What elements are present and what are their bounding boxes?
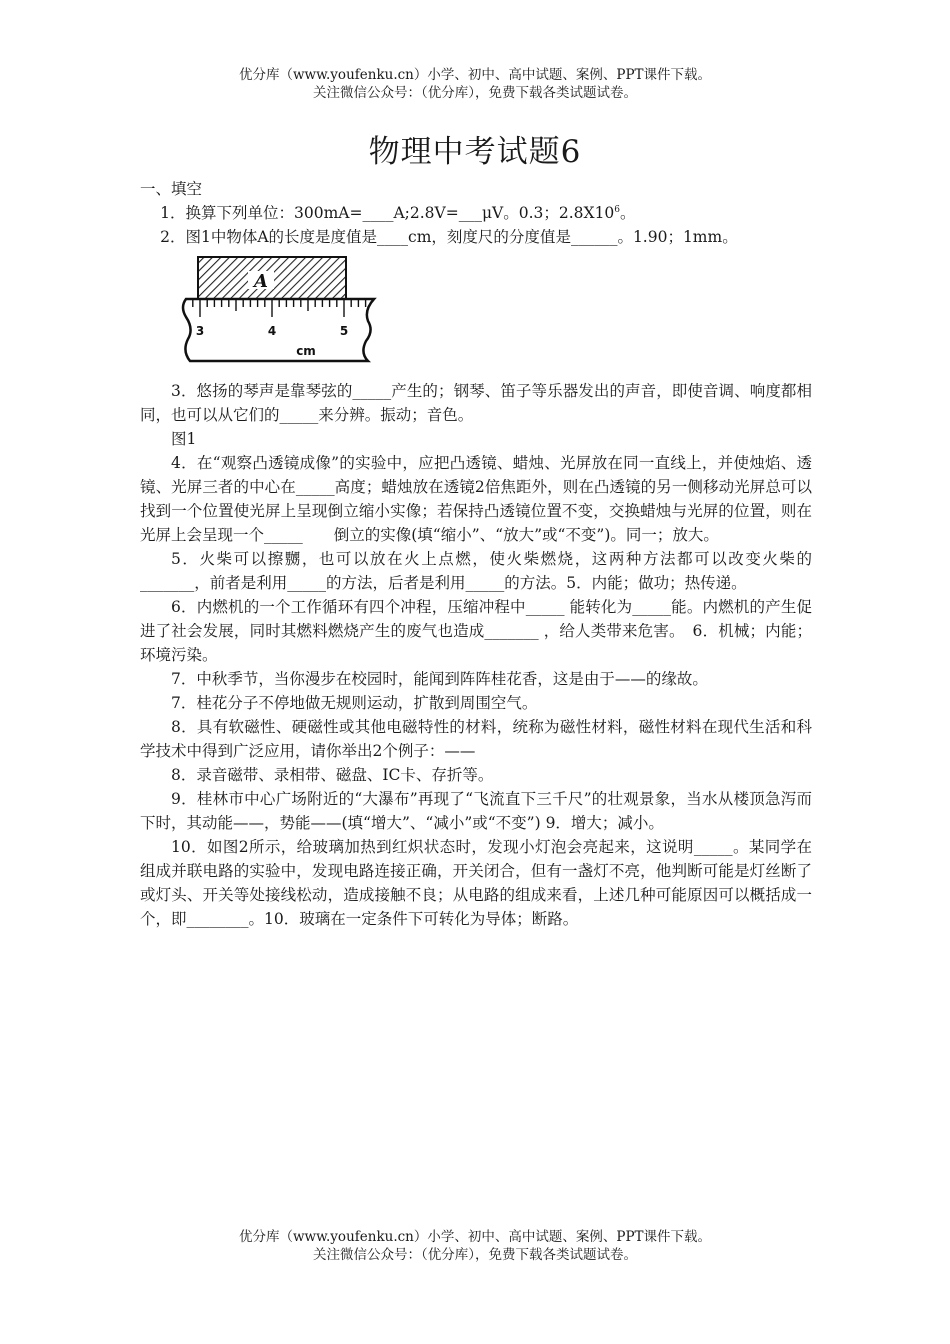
question-9: 9．桂林市中心广场附近的“大瀑布”再现了“飞流直下三千尺”的壮观景象，当水从楼顶急泻而下时，其动能——，势能——(填“增大”、“减小”或“不变”) 9．增大；减小。: [140, 790, 812, 832]
object-a-label: A: [254, 271, 268, 292]
page-header: [0, 66, 950, 102]
section-heading: 一、填空: [140, 180, 203, 198]
document-body: [140, 177, 812, 931]
ruler-unit-label: cm: [296, 344, 316, 358]
answer-8: 8．录音磁带、录相带、磁盘、IC卡、存折等。: [171, 766, 494, 784]
question-5: 5．火柴可以擦嬲，也可以放在火上点燃，使火柴燃烧，这两种方法都可以改变火柴的_______，前者是利用_____的方法，后者是利用_____的方法。5．内能；做功；热传递。: [140, 550, 812, 592]
question-3: 3．悠扬的琴声是靠琴弦的_____产生的；钢琴、笛子等乐器发出的声音，即使音调、响度都相同，也可以从它们的_____来分辨。振动；音色。: [140, 382, 812, 424]
question-1: [140, 201, 812, 225]
question-8: 8．具有软磁性、硬磁性或其他电磁特性的材料，统称为磁性材料，磁性材料在现代生活和科学技术中得到广泛应用，请你举出2个例子：——: [140, 718, 812, 760]
answer-7: 7．桂花分子不停地做无规则运动，扩散到周围空气。: [171, 694, 538, 712]
header-line-1: 优分库（www.youfenku.cn）小学、初中、高中试题、案例、PPT课件下载。: [238, 67, 712, 83]
question-6: 6．内燃机的一个工作循环有四个冲程，压缩冲程中_____ 能转化为_____能。内燃机的产生促进了社会发展，同时其燃料燃烧产生的废气也造成_______ ，给人类带来危害。 6．机械；内能；环境污染。: [140, 598, 812, 664]
header-line-2: 关注微信公众号：（优分库），免费下载各类试题试卷。: [313, 85, 637, 101]
q1-tail: 。: [620, 204, 636, 222]
figure-1: [140, 249, 812, 379]
question-4: 4．在“观察凸透镜成像”的实验中，应把凸透镜、蜡烛、光屏放在同一直线上，并使烛焰、透镜、光屏三者的中心在_____高度；蜡烛放在透镜2倍焦距外，则在凸透镜的另一侧移动光屏总可以找到一个位置使光屏上呈现倒立缩小实像；若保持凸透镜位置不变，交换蜡烛与光屏的位置，则在光屏上会呈现一个_____ 倒立的实像(填“缩小”、“放大”或“不变”)。同一；放大。: [140, 454, 812, 544]
tick-label-3: 3: [195, 324, 205, 338]
question-2: 2．图1中物体A的长度是度值是____cm，刻度尺的分度值是______。1.90；1mm。: [160, 228, 738, 246]
page-title: 物理中考试题6: [368, 134, 582, 170]
q1-exponent: 6: [614, 204, 621, 215]
ruler-figure: [180, 255, 380, 375]
page-footer: [0, 1228, 950, 1264]
tick-label-5: 5: [339, 324, 349, 338]
question-10: 10．如图2所示，给玻璃加热到红炽状态时，发现小灯泡会亮起来，这说明_____。某同学在组成并联电路的实验中，发现电路连接正确，开关闭合，但有一盏灯不亮，他判断可能是灯丝断了或灯头、开关等处接线松动，造成接触不良；从电路的组成来看，上述几种可能原因可以概括成一个，即________。10．玻璃在一定条件下可转化为导体；断路。: [140, 838, 812, 928]
figure-1-caption: 图1: [171, 430, 197, 448]
footer-line-2: 关注微信公众号：（优分库），免费下载各类试题试卷。: [313, 1247, 637, 1263]
footer-line-1: 优分库（www.youfenku.cn）小学、初中、高中试题、案例、PPT课件下载。: [238, 1229, 712, 1245]
question-7: 7．中秋季节，当你漫步在校园时，能闻到阵阵桂花香，这是由于——的缘故。: [171, 670, 708, 688]
q1-text: 1．换算下列单位：300mA=____A;2.8V=___μV。0.3；2.8X10: [160, 204, 615, 222]
tick-label-4: 4: [267, 324, 277, 338]
